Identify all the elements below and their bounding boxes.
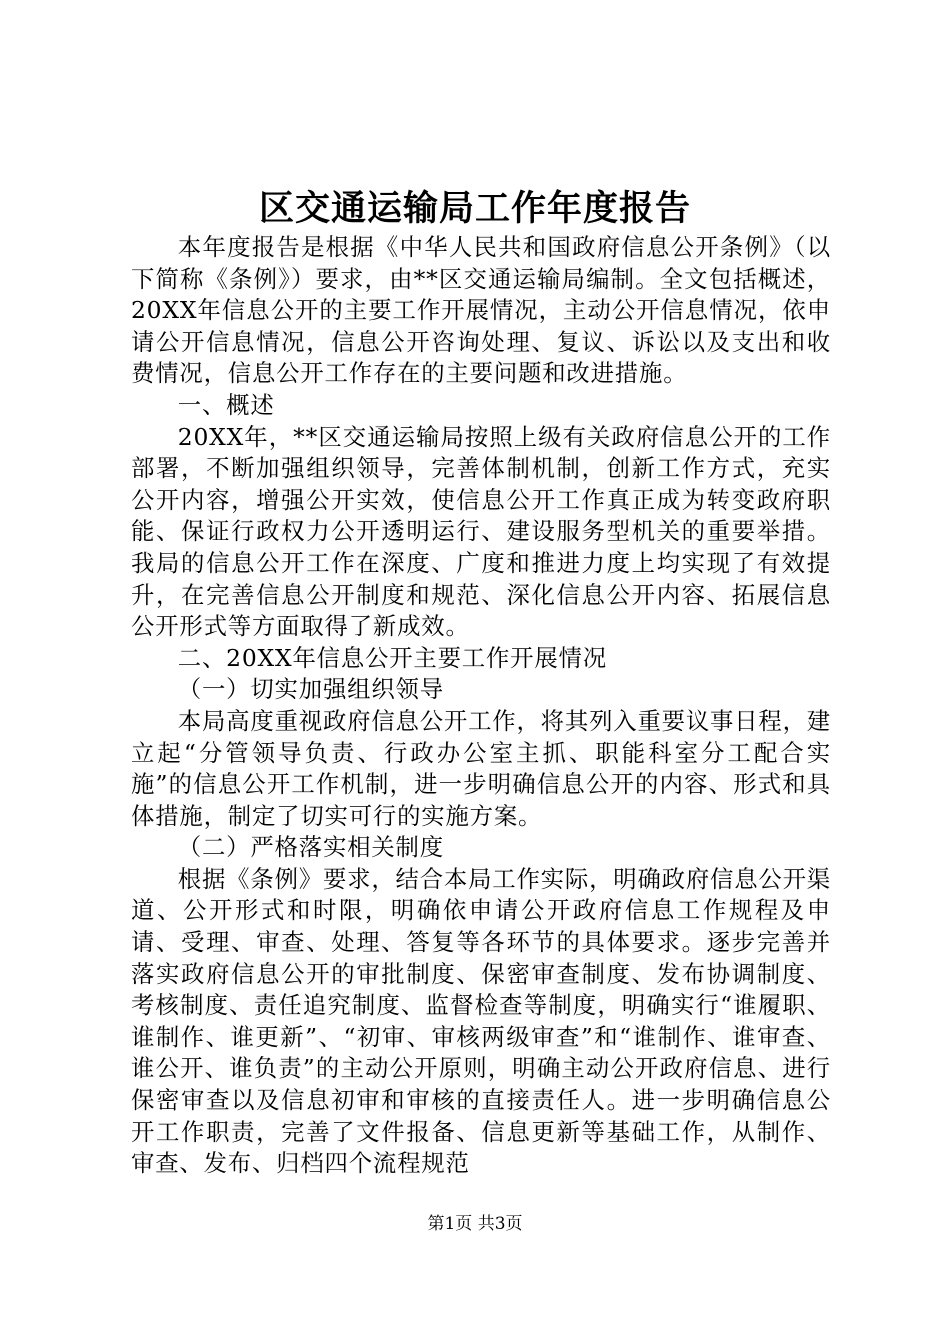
overview-paragraph: 20XX年，**区交通运输局按照上级有关政府信息公开的工作部署，不断加强组织领导，完善体制机制，创新工作方式，充实公开内容，增强公开实效，使信息公开工作真正成为转变政府职能、保证行政权力公开透明运行、建设服务型机关的重要举措。我局的信息公开工作在深度、广度和推进力度上均实现了有效提升，在完善信息公开制度和规范、深化信息公开内容、拓展信息公开形式等方面取得了新成效。 <box>131 422 831 641</box>
section-heading-overview: 一、概述 <box>177 390 275 419</box>
systems-paragraph: 根据《条例》要求，结合本局工作实际，明确政府信息公开渠道、公开形式和时限，明确依申请公开政府信息工作规程及申请、受理、审查、处理、答复等各环节的具体要求。逐步完善并落实政府信息公开的审批制度、保密审查制度、发布协调制度、考核制度、责任追究制度、监督检查等制度，明确实行“谁履职、谁制作、谁更新”、“初审、审核两级审查”和“谁制作、谁审查、谁公开、谁负责”的主动公开原则，明确主动公开政府信息、进行保密审查以及信息初审和审核的直接责任人。进一步明确信息公开工作职责，完善了文件报备、信息更新等基础工作，从制作、审查、发布、归档四个流程规范 <box>131 864 831 1178</box>
page-footer: 第1页 共3页 <box>427 1214 523 1234</box>
document-body <box>131 232 831 1180</box>
leadership-paragraph: 本局高度重视政府信息公开工作，将其列入重要议事日程，建立起“分管领导负责、行政办公室主抓、职能科室分工配合实施”的信息公开工作机制，进一步明确信息公开的内容、形式和具体措施，制定了切实可行的实施方案。 <box>131 706 831 830</box>
intro-paragraph: 本年度报告是根据《中华人民共和国政府信息公开条例》（以下简称《条例》）要求，由**区交通运输局编制。全文包括概述，20XX年信息公开的主要工作开展情况，主动公开信息情况，依申请公开信息情况，信息公开咨询处理、复议、诉讼以及支出和收费情况，信息公开工作存在的主要问题和改进措施。 <box>131 233 831 388</box>
subsection-heading-systems: （二）严格落实相关制度 <box>177 833 444 862</box>
subsection-heading-leadership: （一）切实加强组织领导 <box>177 675 444 704</box>
section-heading-main-work: 二、20XX年信息公开主要工作开展情况 <box>177 643 607 672</box>
document-title: 区交通运输局工作年度报告 <box>258 188 691 229</box>
